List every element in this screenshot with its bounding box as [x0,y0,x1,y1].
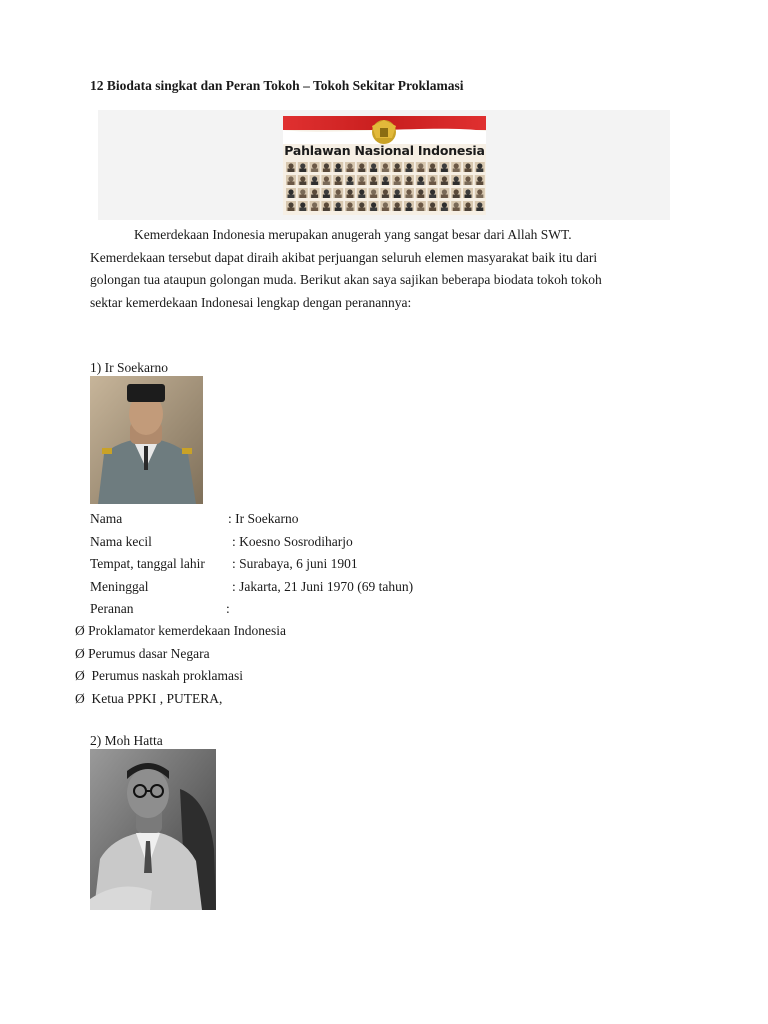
role-item: Ø Ketua PPKI , PUTERA, [75,690,223,706]
bullet-icon: Ø [75,645,85,661]
document-title: 12 Biodata singkat dan Peran Tokoh – Tokoh Sekitar Proklamasi [90,78,464,93]
soekarno-roles-list [75,620,475,710]
biodata-row-nama-kecil: Nama kecil : Koesno Sosrodiharjo [90,533,353,549]
bullet-icon: Ø [75,623,85,638]
hatta-photo [90,749,216,910]
role-item: Ø Perumus naskah proklamasi [75,668,243,683]
intro-paragraph [90,224,680,314]
intro-line-1: Kemerdekaan Indonesia merupakan anugerah yang sangat besar dari Allah SWT. [134,227,572,242]
intro-line-4: sektar kemerdekaan Indonesai lengkap dengan peranannya: [90,294,412,310]
role-item: Ø Proklamator kemerdekaan Indonesia [75,623,287,638]
pahlawan-banner-image [283,116,486,215]
figure-heading-hatta: 2) Moh Hatta [90,733,163,748]
biodata-row-peranan: Peranan : [90,601,230,616]
biodata-row-meninggal: Meninggal : Jakarta, 21 Juni 1970 (69 tahun) [90,578,414,594]
biodata-row-tempat-lahir: Tempat, tanggal lahir : Surabaya, 6 juni 1901 [90,556,358,571]
bullet-icon: Ø [75,668,85,683]
soekarno-photo [90,376,203,504]
bullet-icon: Ø [75,690,85,706]
biodata-row-nama: Nama : Ir Soekarno [90,511,299,526]
role-item: Ø Perumus dasar Negara [75,645,210,661]
intro-line-3: golongan tua ataupun golongan muda. Berikut akan saya sajikan beberapa biodata tokoh tokoh [90,272,602,287]
intro-line-2: Kemerdekaan tersebut dapat diraih akibat perjuangan seluruh elemen masyarakat baik itu dari [90,249,598,265]
banner-caption: Pahlawan Nasional Indonesia [284,143,485,158]
figure-heading-soekarno: 1) Ir Soekarno [90,360,168,375]
garuda-emblem-icon [372,120,396,144]
soekarno-biodata [90,508,490,621]
